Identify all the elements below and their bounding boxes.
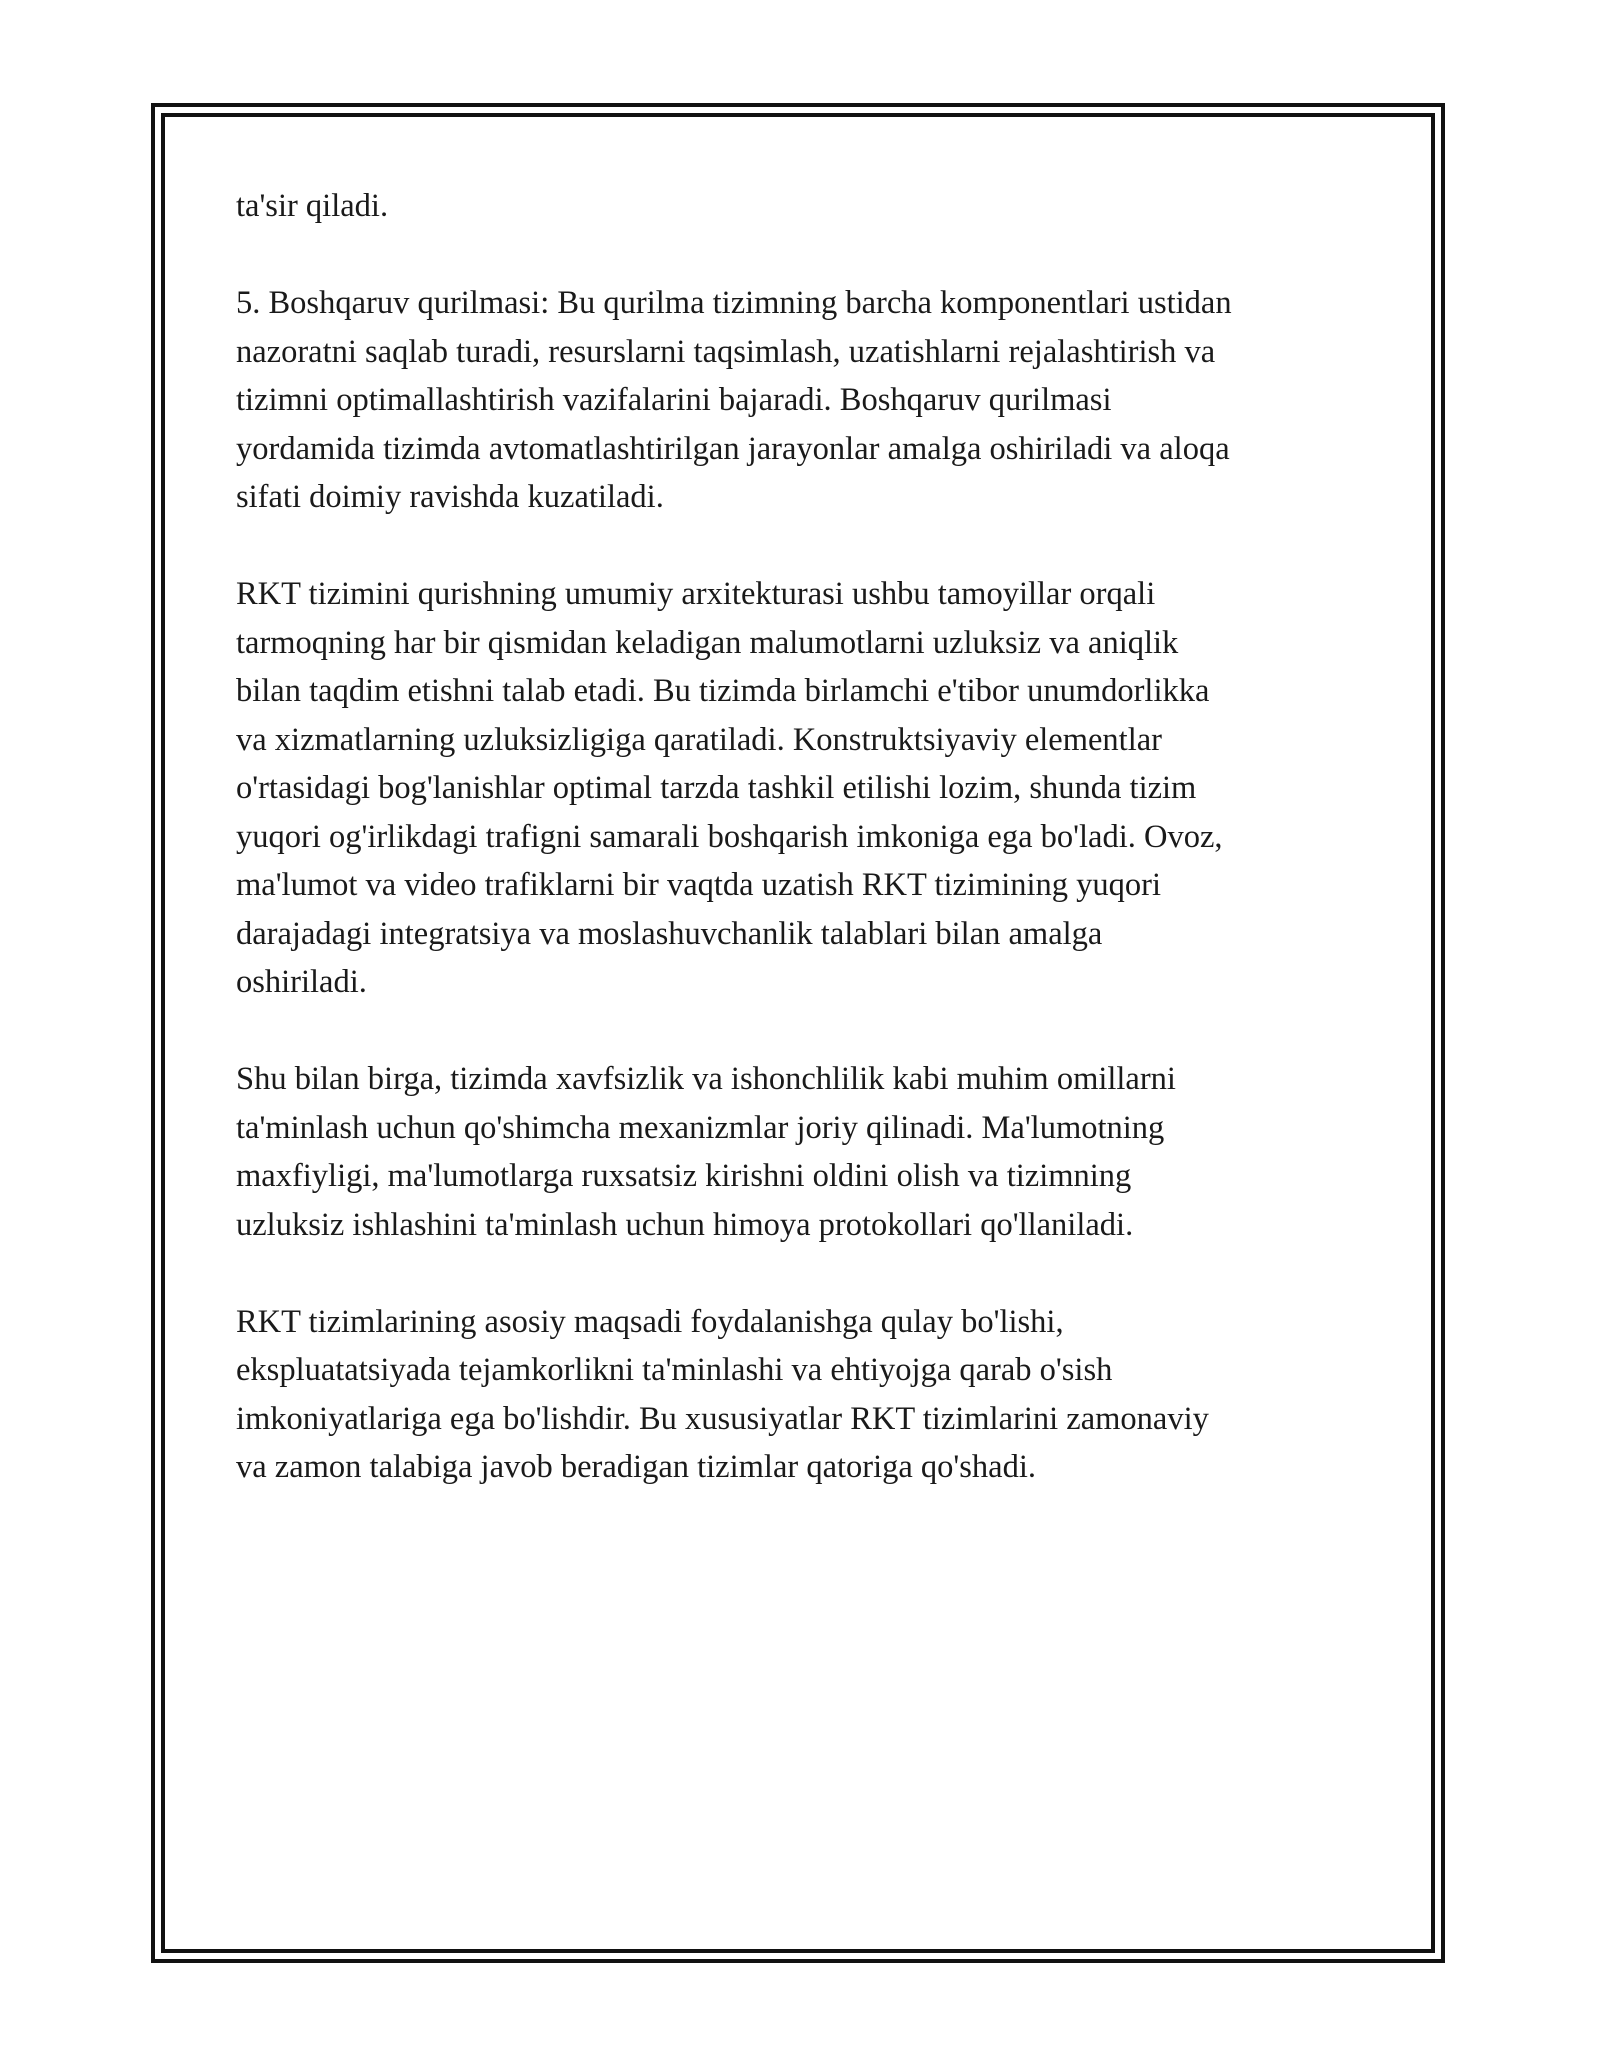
paragraph-security: Shu bilan birga, tizimda xavfsizlik va ishonchlilik kabi muhim omillarni ta'minlash uchun qo'shimcha mexanizmlar joriy qilinadi. Ma'lumotning maxfiyligi, ma'lumotlarga ruxsatsiz kirishni oldini olish va tizimning uzluksiz ishlashini ta'minlash uchun himoya protokollari qo'llaniladi. <box>236 1061 1176 1243</box>
paragraph-goal: RKT tizimlarining asosiy maqsadi foydalanishga qulay bo'lishi, ekspluatatsiyada tejamkorlikni ta'minlashi va ehtiyojga qarab o'sish imkoniyatlariga ega bo'lishdir. Bu xususiyatlar RKT tizimlarini zamonaviy va zamon talabiga javob beradigan tizimlar qatoriga qo'shadi. <box>236 1303 1209 1485</box>
document-body <box>236 182 1376 1540</box>
paragraph-architecture: RKT tizimini qurishning umumiy arxitekturasi ushbu tamoyillar orqali tarmoqning har bir qismidan keladigan malumotlarni uzluksiz va aniqlik bilan taqdim etishni talab etadi. Bu tizimda birlamchi e'tibor unumdorlikka va xizmatlarning uzluksizligiga qaratiladi. Konstruktsiyaviy elementlar o'rtasidagi bog'lanishlar optimal tarzda tashkil etilishi lozim, shunda tizim yuqori og'irlikdagi trafigni samarali boshqarish imkoniga ega bo'ladi. Ovoz, ma'lumot va video trafiklarni bir vaqtda uzatish RKT tizimining yuqori darajadagi integratsiya va moslashuvchanlik talablari bilan amalga oshiriladi. <box>236 576 1223 1000</box>
paragraph-continuation: ta'sir qiladi. <box>236 188 389 224</box>
paragraph-control-device: 5. Boshqaruv qurilmasi: Bu qurilma tizimning barcha komponentlari ustidan nazoratni saqlab turadi, resurslarni taqsimlash, uzatishlarni rejalashtirish va tizimni optimallashtirish vazifalarini bajaradi. Boshqaruv qurilmasi yordamida tizimda avtomatlashtirilgan jarayonlar amalga oshiriladi va aloqa sifati doimiy ravishda kuzatiladi. <box>236 285 1232 515</box>
